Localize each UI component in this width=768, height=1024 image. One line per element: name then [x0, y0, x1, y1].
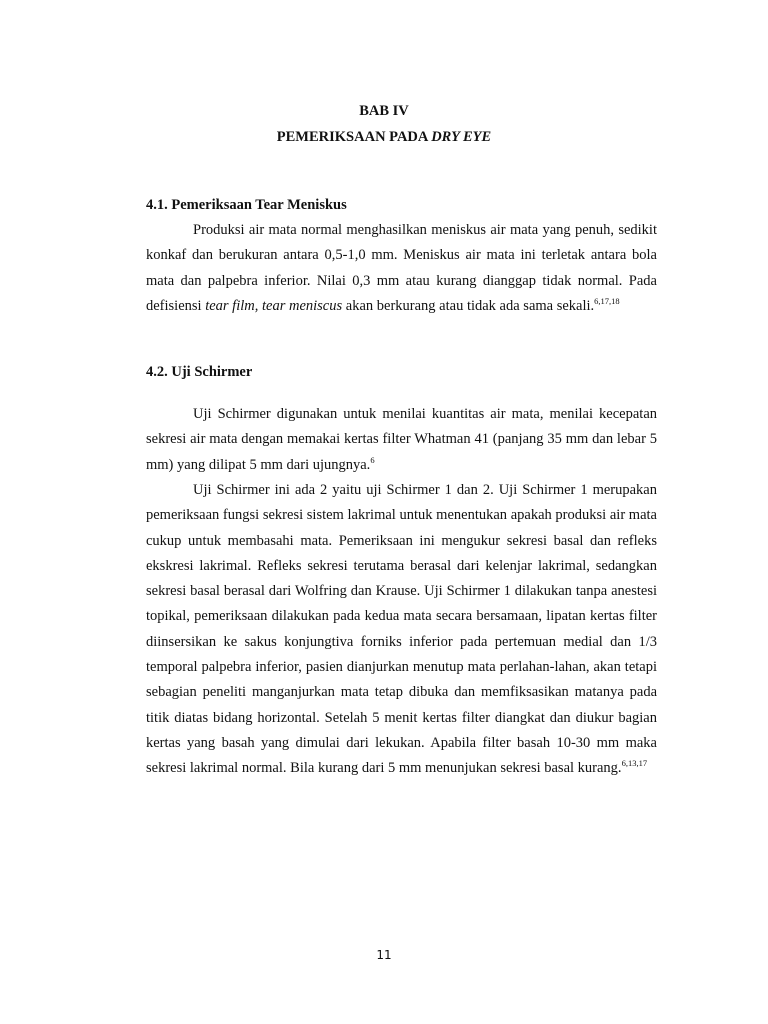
- paragraph-schirmer-detail: [146, 478, 657, 782]
- citation-ref: 6,13,17: [621, 758, 648, 769]
- citation-ref: 6: [370, 454, 375, 465]
- chapter-title-main: PEMERIKSAAN PADA: [276, 129, 432, 145]
- chapter-title: [0, 129, 768, 146]
- paragraph-italic-term: tear film, tear meniscus: [205, 297, 343, 314]
- page-number: 11: [376, 948, 392, 962]
- paragraph-text: akan berkurang atau tidak ada sama sekali.: [342, 297, 595, 314]
- paragraph-schirmer-intro: [146, 402, 657, 478]
- citation-ref: 6,17,18: [594, 295, 620, 306]
- section-heading-tear-meniskus: 4.1. Pemeriksaan Tear Meniskus: [146, 197, 347, 213]
- chapter-title-italic: DRY EYE: [431, 129, 492, 145]
- section-heading-uji-schirmer: 4.2. Uji Schirmer: [146, 364, 253, 380]
- chapter-number: BAB IV: [359, 103, 409, 119]
- paragraph-text: Uji Schirmer ini ada 2 yaitu uji Schirmer 1 dan 2. Uji Schirmer 1 merupakan pemeriksaan fungsi sekresi sistem lakrimal untuk menentukan apakah produksi air mata cukup untuk membasahi mata. Pemeriksaan ini mengukur sekresi basal dan refleks ekskresi lakrimal. Refleks sekresi terutama berasal dari kelenjar lakrimal, sedangkan sekresi basal berasal dari Wolfring dan Krause. Uji Schirmer 1 dilakukan tanpa anestesi topikal, pemeriksaan dilakukan pada kedua mata secara bersamaan, lipatan kertas filter diinsersikan ke sakus konjungtiva forniks inferior pada pertemuan medial dan 1/3 temporal palpebra inferior, pasien dianjurkan menutup mata perlahan-lahan, akan tetapi sebagian peneliti manganjurkan mata tetap dibuka dan memfiksasikan matanya pada titik diatas bidang horizontal. Setelah 5 menit kertas filter diangkat dan diukur bagian kertas yang basah yang dimulai dari lekukan. Apabila filter basah 10-30 mm maka sekresi lakrimal normal. Bila kurang dari 5 mm menunjukan sekresi basal kurang.: [146, 482, 657, 777]
- paragraph-text: Produksi air mata normal menghasilkan meniskus air mata yang penuh, sedikit konkaf dan berukuran antara 0,5-1,0 mm. Meniskus air mata ini terletak antara bola mata dan palpebra inferior. Nilai 0,3 mm atau kurang dianggap tidak normal. Pada defisiensi: [146, 222, 657, 314]
- paragraph-text: Uji Schirmer digunakan untuk menilai kuantitas air mata, menilai kecepatan sekresi air mata dengan memakai kertas filter Whatman 41 (panjang 35 mm dan lebar 5 mm) yang dilipat 5 mm dari ujungnya.: [146, 406, 657, 473]
- paragraph-tear-meniskus: [146, 218, 657, 319]
